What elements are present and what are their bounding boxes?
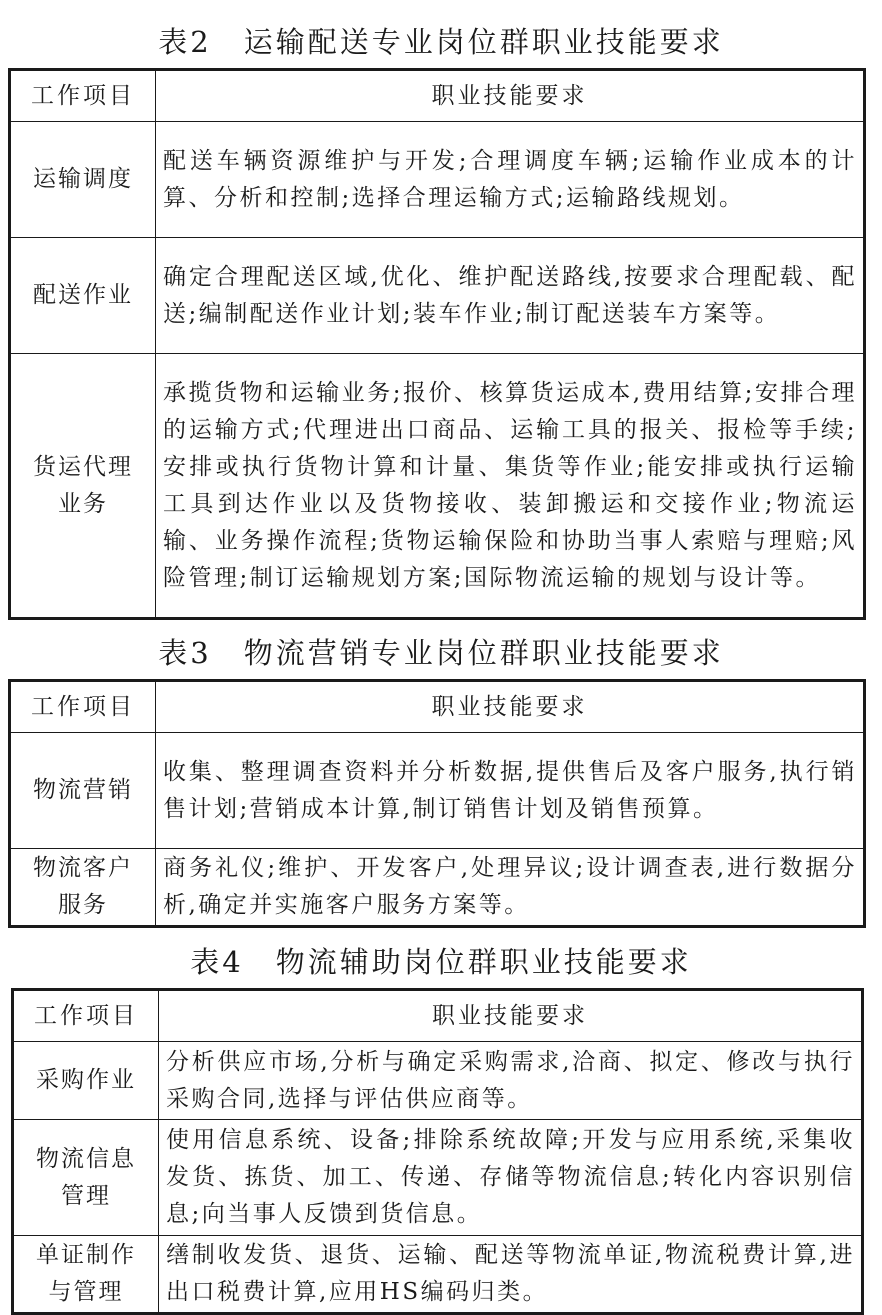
table2 [8, 68, 866, 620]
table2-caption: 表2 运输配送专业岗位群职业技能要求 [158, 25, 724, 59]
table-row [10, 733, 865, 849]
table2-row1-item: 运输调度 [10, 122, 156, 238]
table3-caption: 表3 物流营销专业岗位群职业技能要求 [158, 636, 724, 670]
table2-header-item: 工作项目 [10, 70, 156, 122]
table-row [10, 122, 865, 238]
table-row [13, 1120, 863, 1236]
table4-row2-item: 物流信息管理 [13, 1120, 159, 1236]
table3-header-req: 职业技能要求 [156, 681, 865, 733]
table-row [10, 849, 865, 927]
table2-row1-req: 配送车辆资源维护与开发;合理调度车辆;运输作业成本的计算、分析和控制;选择合理运输方式;运输路线规划。 [156, 122, 865, 238]
table4-header-row [13, 990, 863, 1042]
table-row [13, 1042, 863, 1120]
table-row [10, 238, 865, 354]
table3-row2-req: 商务礼仪;维护、开发客户,处理异议;设计调查表,进行数据分析,确定并实施客户服务方案等。 [156, 849, 865, 927]
table3-header-item: 工作项目 [10, 681, 156, 733]
table2-header-row [10, 70, 865, 122]
table2-row3-req: 承揽货物和运输业务;报价、核算货运成本,费用结算;安排合理的运输方式;代理进出口商品、运输工具的报关、报检等手续;安排或执行货物计算和计量、集货等作业;能安排或执行运输工具到达作业以及货物接收、装卸搬运和交接作业;物流运输、业务操作流程;货物运输保险和协助当事人索赔与理赔;风险管理;制订运输规划方案;国际物流运输的规划与设计等。 [156, 354, 865, 619]
table3 [8, 679, 866, 928]
table2-row2-req: 确定合理配送区域,优化、维护配送路线,按要求合理配载、配送;编制配送作业计划;装车作业;制订配送装车方案等。 [156, 238, 865, 354]
table2-row3-item: 货运代理业务 [10, 354, 156, 619]
table-row [10, 354, 865, 619]
table4 [11, 988, 864, 1315]
table2-row2-item: 配送作业 [10, 238, 156, 354]
table4-row3-req: 缮制收发货、退货、运输、配送等物流单证,物流税费计算,进出口税费计算,应用HS编码归类。 [159, 1236, 863, 1314]
table2-header-req: 职业技能要求 [156, 70, 865, 122]
table-row [13, 1236, 863, 1314]
table3-header-row [10, 681, 865, 733]
table4-header-item: 工作项目 [13, 990, 159, 1042]
table4-header-req: 职业技能要求 [159, 990, 863, 1042]
table3-row1-item: 物流营销 [10, 733, 156, 849]
table4-row2-req: 使用信息系统、设备;排除系统故障;开发与应用系统,采集收发货、拣货、加工、传递、存储等物流信息;转化内容识别信息;向当事人反馈到货信息。 [159, 1120, 863, 1236]
table3-row1-req: 收集、整理调查资料并分析数据,提供售后及客户服务,执行销售计划;营销成本计算,制订销售计划及销售预算。 [156, 733, 865, 849]
table3-row2-item: 物流客户服务 [10, 849, 156, 927]
table4-caption: 表4 物流辅助岗位群职业技能要求 [190, 945, 692, 979]
table4-row3-item: 单证制作与管理 [13, 1236, 159, 1314]
table4-row1-req: 分析供应市场,分析与确定采购需求,洽商、拟定、修改与执行采购合同,选择与评估供应商等。 [159, 1042, 863, 1120]
table4-row1-item: 采购作业 [13, 1042, 159, 1120]
